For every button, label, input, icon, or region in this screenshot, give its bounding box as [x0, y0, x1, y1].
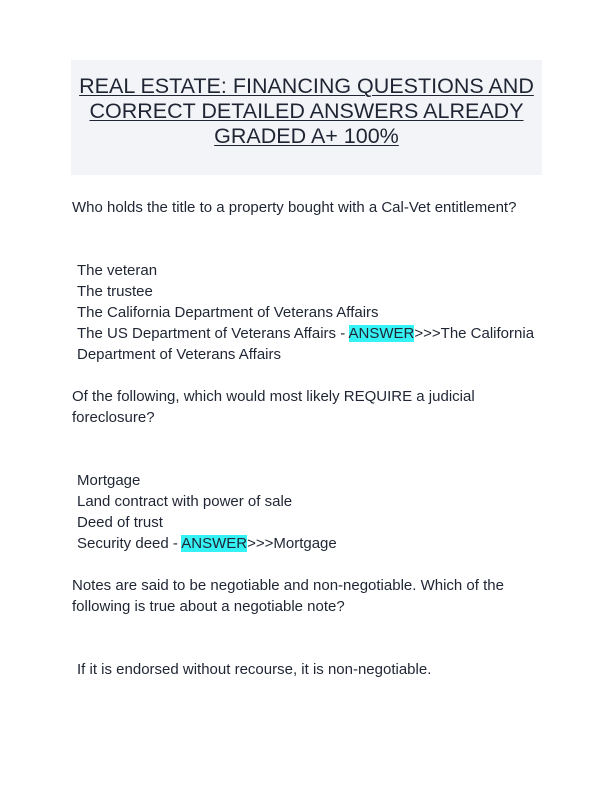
- q2-option-2: Land contract with power of sale: [77, 493, 293, 510]
- title-line-3: GRADED A+ 100%: [214, 124, 399, 148]
- q2-answer-label: ANSWER: [181, 535, 248, 552]
- question-3: Notes are said to be negotiable and non-negotiable. Which of the following is true about a negotiable note?: [72, 577, 504, 615]
- q2-answer-prefix: >>>: [247, 535, 274, 552]
- q2-option-1: Mortgage: [77, 472, 141, 489]
- q1-answer-label: ANSWER: [348, 325, 415, 342]
- q1-option-3: The California Department of Veterans Affairs: [77, 304, 379, 321]
- q1-answer: The California Department of Veterans Affairs: [77, 325, 535, 363]
- q1-option-4-with-answer: [72, 323, 547, 365]
- q2-option-3: Deed of trust: [77, 514, 163, 531]
- q2-option-4: Security deed -: [77, 535, 182, 552]
- title-box: [71, 60, 542, 175]
- question-2: Of the following, which would most likely REQUIRE a judicial foreclosure?: [72, 388, 475, 426]
- q1-option-1: The veteran: [77, 262, 158, 279]
- document-title: [71, 74, 542, 149]
- q1-option-4: The US Department of Veterans Affairs -: [77, 325, 349, 342]
- q2-option-4-with-answer: [72, 533, 547, 554]
- q3-option-1: If it is endorsed without recourse, it is non-negotiable.: [77, 661, 432, 678]
- title-line-2: CORRECT DETAILED ANSWERS ALREADY: [89, 99, 524, 123]
- title-line-1: REAL ESTATE: FINANCING QUESTIONS AND: [79, 74, 534, 98]
- q1-answer-prefix: >>>: [414, 325, 441, 342]
- q2-answer: Mortgage: [273, 535, 337, 552]
- q1-option-2: The trustee: [77, 283, 153, 300]
- question-1: Who holds the title to a property bought with a Cal-Vet entitlement?: [72, 199, 517, 216]
- document-body: [72, 197, 547, 680]
